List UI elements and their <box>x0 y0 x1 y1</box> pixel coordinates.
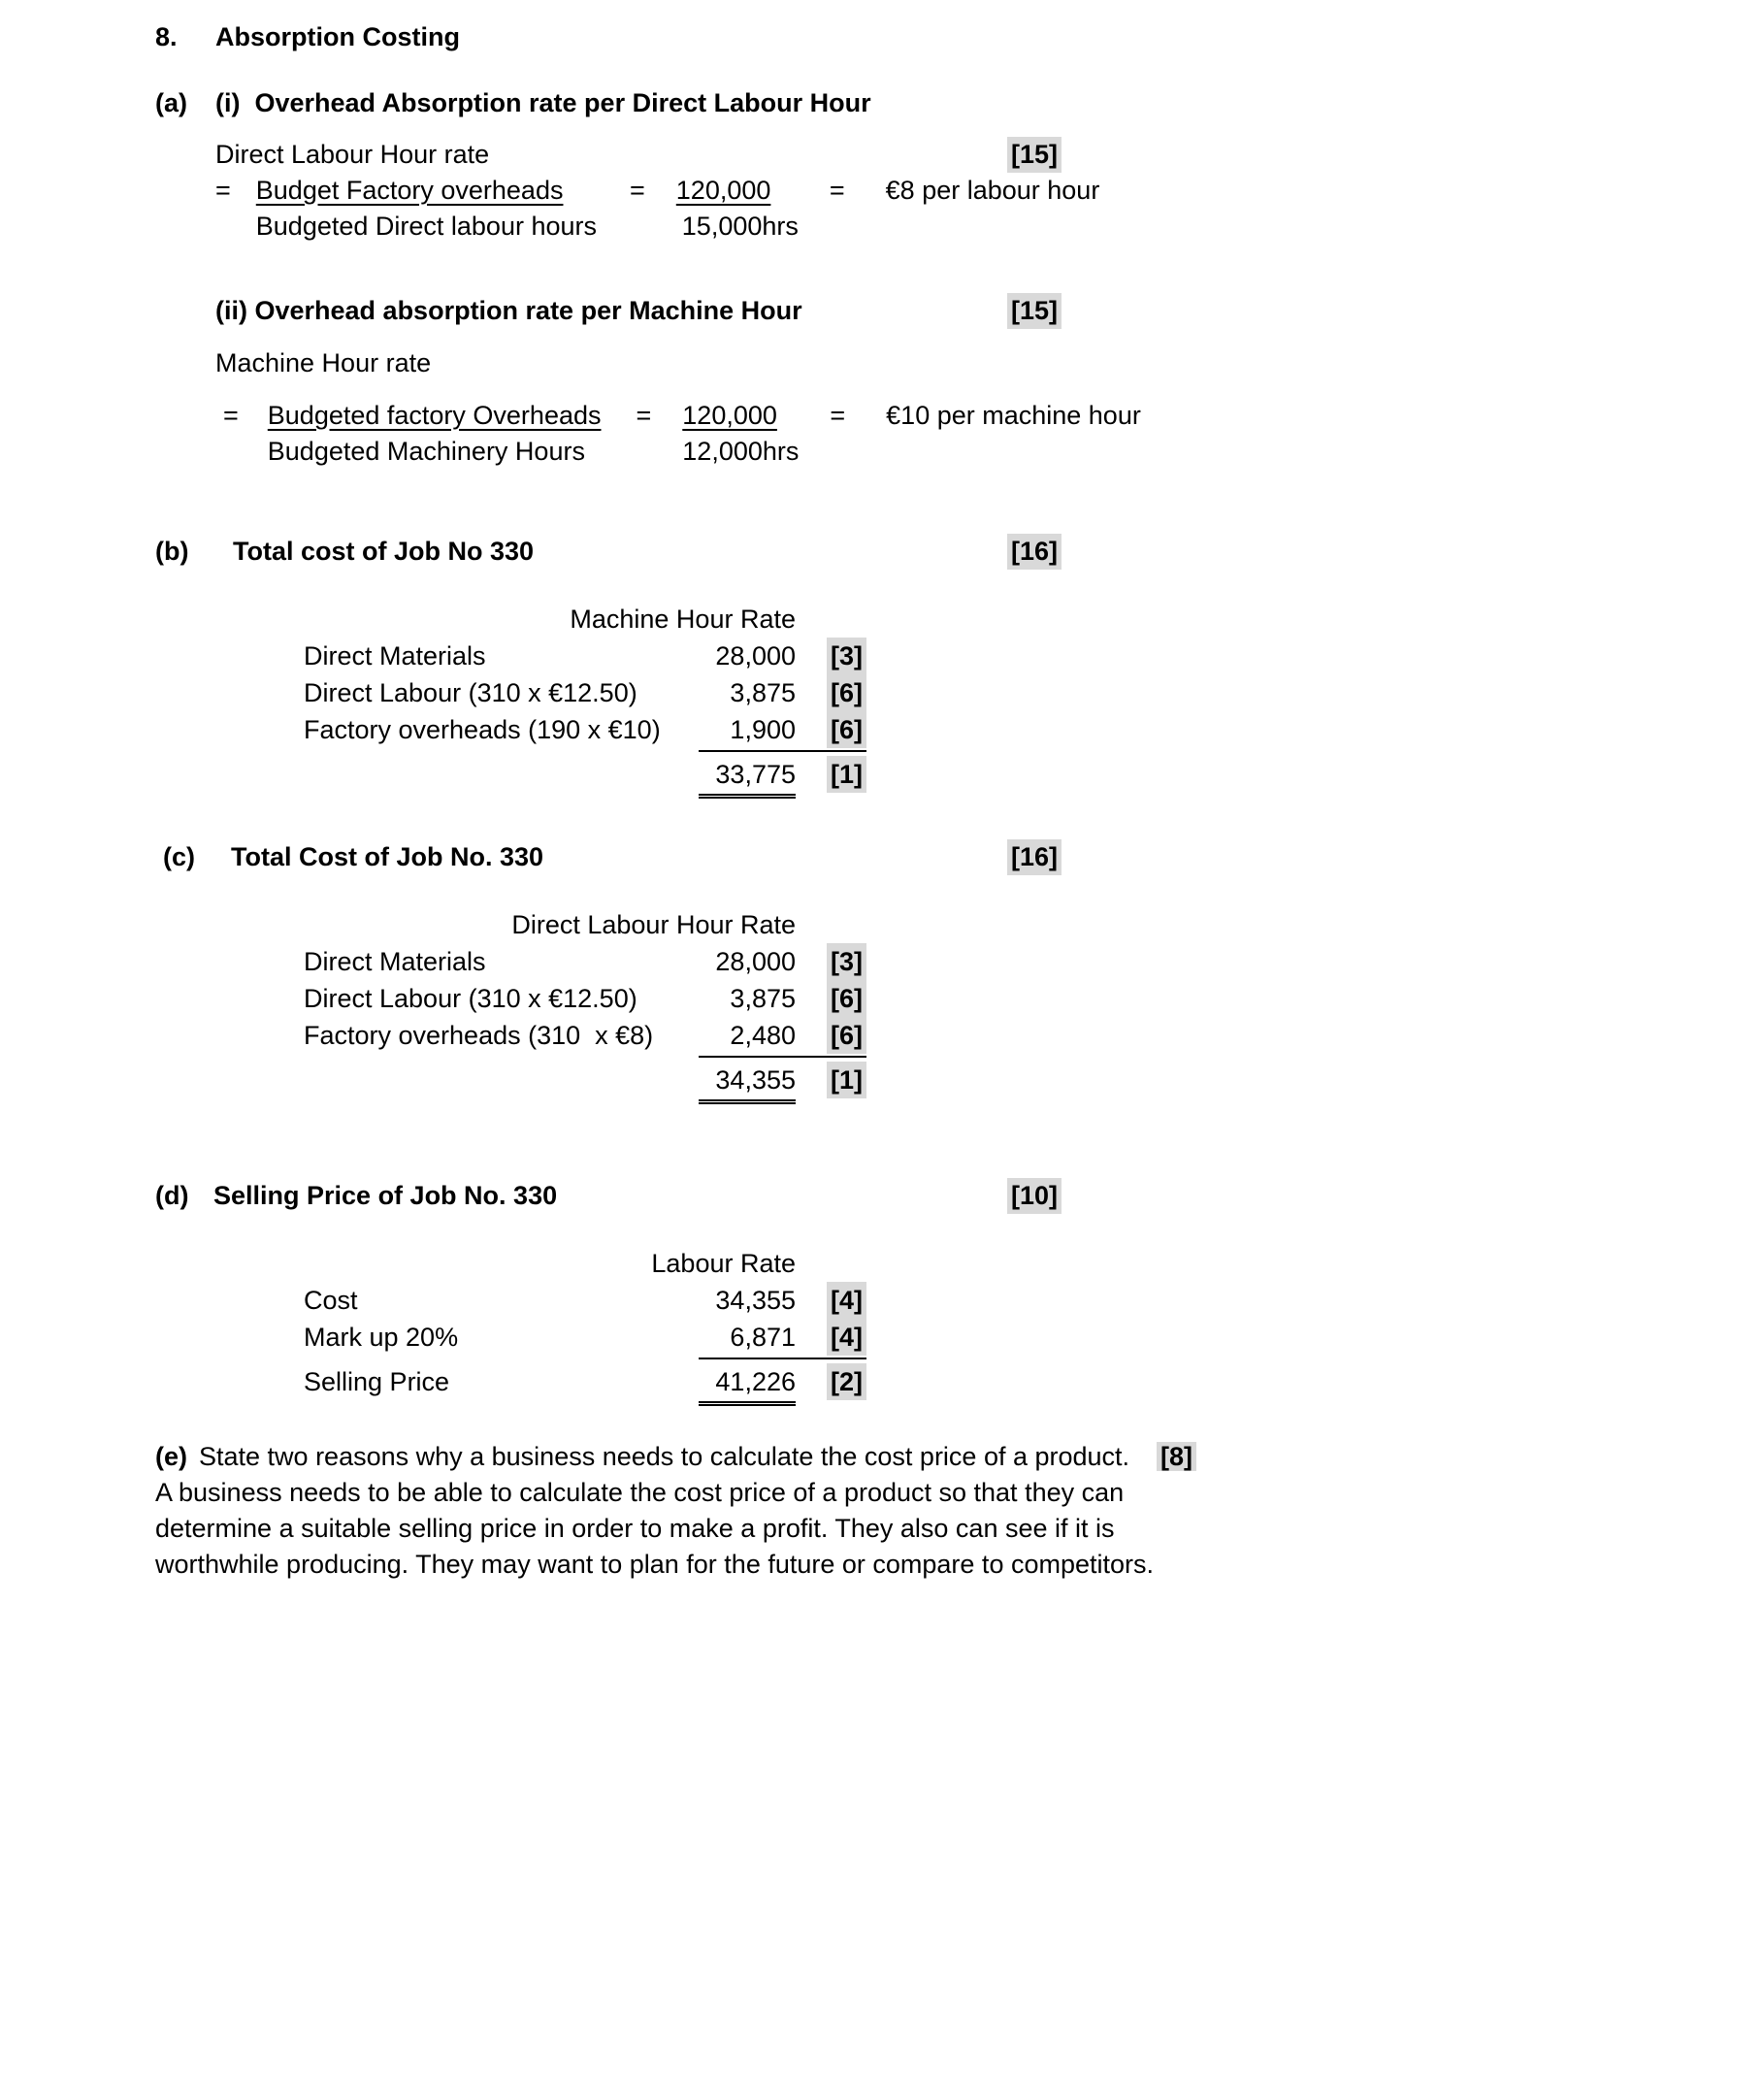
row-mark: [6] <box>827 980 866 1017</box>
fraction-numerator: Budget Factory overheads <box>255 176 564 205</box>
part-b-label: (b) <box>155 537 189 566</box>
part-d-table-title: Labour Rate <box>651 1249 796 1278</box>
equals-sign: = <box>223 401 239 430</box>
row-label: Direct Materials <box>304 641 486 671</box>
part-a-i-mark: [15] <box>1007 137 1062 173</box>
fraction-denominator: 12,000hrs <box>682 437 800 466</box>
table-total-row <box>0 748 1764 799</box>
row-value: 3,875 <box>730 984 796 1013</box>
table-total-row <box>0 1054 1764 1104</box>
row-mark: [4] <box>827 1319 866 1356</box>
fraction-numerator: 120,000 <box>675 176 771 205</box>
row-mark: [4] <box>827 1282 866 1319</box>
equals-sign: = <box>630 176 645 205</box>
fraction-numbers <box>682 398 799 470</box>
part-a-label: (a) <box>155 88 187 117</box>
row-value: 28,000 <box>715 947 796 976</box>
part-d-heading: Selling Price of Job No. 330 <box>213 1181 558 1210</box>
part-a-i-subheading-row <box>0 137 1764 173</box>
question-number: 8. <box>155 22 178 51</box>
total-mark: [2] <box>827 1363 866 1400</box>
row-label: Factory overheads (310 x €8) <box>304 1021 654 1050</box>
row-label: Direct Labour (310 x €12.50) <box>304 984 637 1013</box>
table-row <box>0 1282 1764 1319</box>
total-value: 33,775 <box>699 756 796 799</box>
equals-sign: = <box>215 176 231 205</box>
part-b-table-title: Machine Hour Rate <box>570 605 796 634</box>
part-a-ii-heading-row <box>0 293 1764 329</box>
row-value: 3,875 <box>730 678 796 707</box>
formula-result: €10 per machine hour <box>886 401 1141 430</box>
equals-sign: = <box>830 401 846 430</box>
total-mark: [1] <box>827 756 866 793</box>
part-a-ii-subheading-row <box>0 345 1764 381</box>
fraction-denominator: Budgeted Machinery Hours <box>267 437 585 466</box>
part-d-label: (d) <box>155 1181 189 1210</box>
table-row <box>0 674 1764 711</box>
row-label: Factory overheads (190 x €10) <box>304 715 661 744</box>
row-mark: [6] <box>827 711 866 748</box>
part-e-mark: [8] <box>1157 1442 1196 1471</box>
part-b-heading: Total cost of Job No 330 <box>233 537 535 566</box>
formula-result: €8 per labour hour <box>885 176 1100 205</box>
row-value: 2,480 <box>730 1021 796 1050</box>
part-c-table-title: Direct Labour Hour Rate <box>511 910 796 939</box>
row-label: Direct Materials <box>304 947 486 976</box>
part-a-i-subheading: Direct Labour Hour rate <box>215 140 490 169</box>
row-value: 34,355 <box>715 1286 796 1315</box>
part-b-heading-row <box>0 534 1764 570</box>
part-e-answer: A business needs to be able to calculate the cost price of a product so that they can determine a suitable selling price in order to make a profit. They also can see if it is worthwhile producing. They may want to plan for the future or compare to competitors. <box>155 1478 1155 1579</box>
total-value: 41,226 <box>699 1363 796 1406</box>
row-label: Cost <box>304 1286 358 1315</box>
total-sum-line <box>699 1056 866 1104</box>
question-title: Absorption Costing <box>215 22 460 51</box>
table-row <box>0 638 1764 674</box>
table-total-row <box>0 1356 1764 1406</box>
part-a-i-heading: (i) Overhead Absorption rate per Direct Labour Hour <box>215 88 871 117</box>
total-sum-line <box>699 1358 866 1406</box>
part-a-ii-subheading: Machine Hour rate <box>215 348 432 377</box>
table-row <box>0 1319 1764 1356</box>
part-d-mark: [10] <box>1007 1178 1062 1214</box>
part-c-heading: Total Cost of Job No. 330 <box>231 842 544 871</box>
row-value: 1,900 <box>730 715 796 744</box>
fraction-denominator: Budgeted Direct labour hours <box>255 212 597 241</box>
fraction-numerator: 120,000 <box>682 401 777 430</box>
row-mark: [6] <box>827 1017 866 1054</box>
row-mark: [3] <box>827 943 866 980</box>
part-a-heading <box>0 85 1764 121</box>
total-sum-line <box>699 750 866 799</box>
question-header <box>0 0 1764 55</box>
part-e-label: (e) <box>155 1442 187 1471</box>
table-row <box>0 711 1764 748</box>
table-row <box>0 943 1764 980</box>
total-value: 34,355 <box>699 1062 796 1104</box>
part-c-heading-row <box>0 839 1764 875</box>
fraction-numbers <box>676 173 799 245</box>
row-label: Mark up 20% <box>304 1323 459 1352</box>
equals-sign: = <box>636 401 652 430</box>
row-label: Selling Price <box>304 1367 450 1396</box>
row-label: Direct Labour (310 x €12.50) <box>304 678 637 707</box>
part-a-i-formula <box>0 173 1764 245</box>
row-mark: [6] <box>827 674 866 711</box>
fraction-words <box>268 398 602 470</box>
total-mark: [1] <box>827 1062 866 1098</box>
part-c-label: (c) <box>163 842 195 871</box>
fraction-words <box>256 173 597 245</box>
part-e-question-row <box>0 1439 1764 1475</box>
equals-sign: = <box>829 176 845 205</box>
part-a-ii-mark: [15] <box>1007 293 1062 329</box>
part-c-mark: [16] <box>1007 839 1062 875</box>
part-e-question: State two reasons why a business needs to calculate the cost price of a product. <box>199 1442 1130 1471</box>
row-value: 28,000 <box>715 641 796 671</box>
table-row <box>0 1017 1764 1054</box>
part-a-ii-formula <box>0 398 1764 470</box>
part-d-heading-row <box>0 1178 1764 1214</box>
row-value: 6,871 <box>730 1323 796 1352</box>
fraction-numerator: Budgeted factory Overheads <box>267 401 602 430</box>
row-mark: [3] <box>827 638 866 674</box>
fraction-denominator: 15,000hrs <box>681 212 799 241</box>
part-a-ii-heading: (ii) Overhead absorption rate per Machine Hour <box>215 296 802 325</box>
part-b-mark: [16] <box>1007 534 1062 570</box>
table-row <box>0 980 1764 1017</box>
